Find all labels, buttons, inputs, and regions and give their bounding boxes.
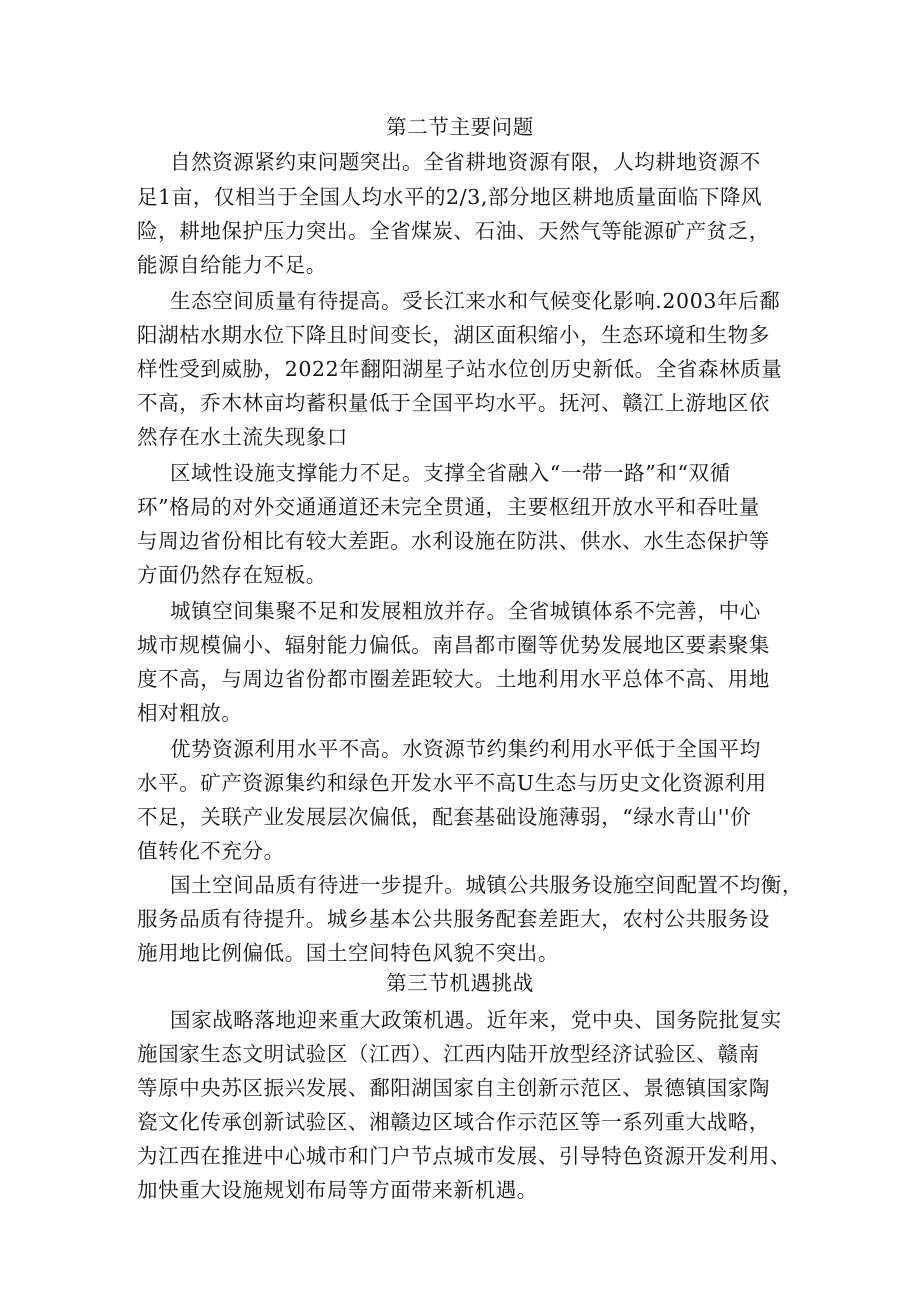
paragraph-line: 与周边省份相比有较大差距。水利设施在防洪、供水、水生态保护等 <box>137 529 770 553</box>
paragraph-first-line: 国土空间品质有待进一步提升。城镇公共服务设施空间配置不均衡， <box>170 873 803 897</box>
paragraph-line: 等原中央苏区振兴发展、鄱阳湖国家自主创新示范区、景德镇国家陶 <box>137 1076 770 1100</box>
paragraph-line: 度不高，与周边省份都市圈差距较大。土地利用水平总体不高、用地 <box>137 667 770 691</box>
paragraph-first-line: 城镇空间集聚不足和发展粗放并存。全省城镇体系不完善，中心 <box>170 599 761 623</box>
paragraph-first-line: 优势资源利用水平不高。水资源节约集约利用水平低于全国平均 <box>170 737 761 761</box>
section-heading: 第三节机遇挑战 <box>386 971 534 995</box>
paragraph-line: 样性受到威胁，2022年翻阳湖星子站水位创历史新低。全省森林质量 <box>137 357 783 381</box>
paragraph-line: 水平。矿产资源集约和绿色开发水平不高U生态与历史文化资源利用 <box>137 771 767 795</box>
paragraph-line: 险，耕地保护压力突出。全省煤炭、石油、天然气等能源矿产贫乏， <box>137 219 770 243</box>
paragraph-first-line: 自然资源紧约束问题突出。全省耕地资源有限，人均耕地资源不 <box>170 150 761 174</box>
paragraph-line: 施用地比例偏低。国土空间特色风貌不突出。 <box>137 941 559 965</box>
paragraph-line: 相对粗放。 <box>137 701 243 725</box>
paragraph-line: 加快重大设施规划布局等方面带来新机遇。 <box>137 1178 538 1202</box>
paragraph-first-line: 区域性设施支撑能力不足。支撑全省融入“一带一路”和“双循 <box>170 461 731 485</box>
paragraph-line: 城市规模偏小、辐射能力偏低。南昌都市圈等优势发展地区要素聚集 <box>137 633 770 657</box>
paragraph-line: 方面仍然存在短板。 <box>137 563 327 587</box>
paragraph-line: 阳湖枯水期水位下降且时间变长，湖区面积缩小，生态环境和生物多 <box>137 323 770 347</box>
paragraph-line: 不高，乔木林亩均蓄积量低于全国平均水平。抚河、赣江上游地区依 <box>137 391 770 415</box>
paragraph-line: 不足，关联产业发展层次偏低，配套基础设施薄弱，“绿水青山''价 <box>137 805 752 829</box>
paragraph-first-line: 国家战略落地迎来重大政策机遇。近年来，党中央、国务院批复实 <box>170 1008 782 1032</box>
paragraph-line: 环”格局的对外交通通道还未完全贯通，主要枢纽开放水平和吞吐量 <box>137 495 760 519</box>
paragraph-line: 施国家生态文明试验区（江西）、江西内陆开放型经济试验区、赣南 <box>137 1042 760 1066</box>
paragraph-line: 值转化不充分。 <box>137 839 285 863</box>
paragraph-line: 服务品质有待提升。城乡基本公共服务配套差距大，农村公共服务设 <box>137 907 770 931</box>
paragraph-line: 足1亩，仅相当于全国人均水平的2/3,部分地区耕地质量面临下降风 <box>137 185 763 209</box>
paragraph-line: 然存在水土流失现象口 <box>137 425 348 449</box>
paragraph-line: 为江西在推进中心城市和门户节点城市发展、引导特色资源开发利用、 <box>137 1144 792 1168</box>
paragraph-line: 瓷文化传承创新试验区、湘赣边区域合作示范区等一系列重大战略， <box>137 1110 770 1134</box>
paragraph-line: 能源自给能力不足。 <box>137 253 327 277</box>
section-heading: 第二节主要问题 <box>386 115 534 139</box>
paragraph-first-line: 生态空间质量有待提高。受长江来水和气候变化影响.2003年后鄱 <box>170 289 781 313</box>
